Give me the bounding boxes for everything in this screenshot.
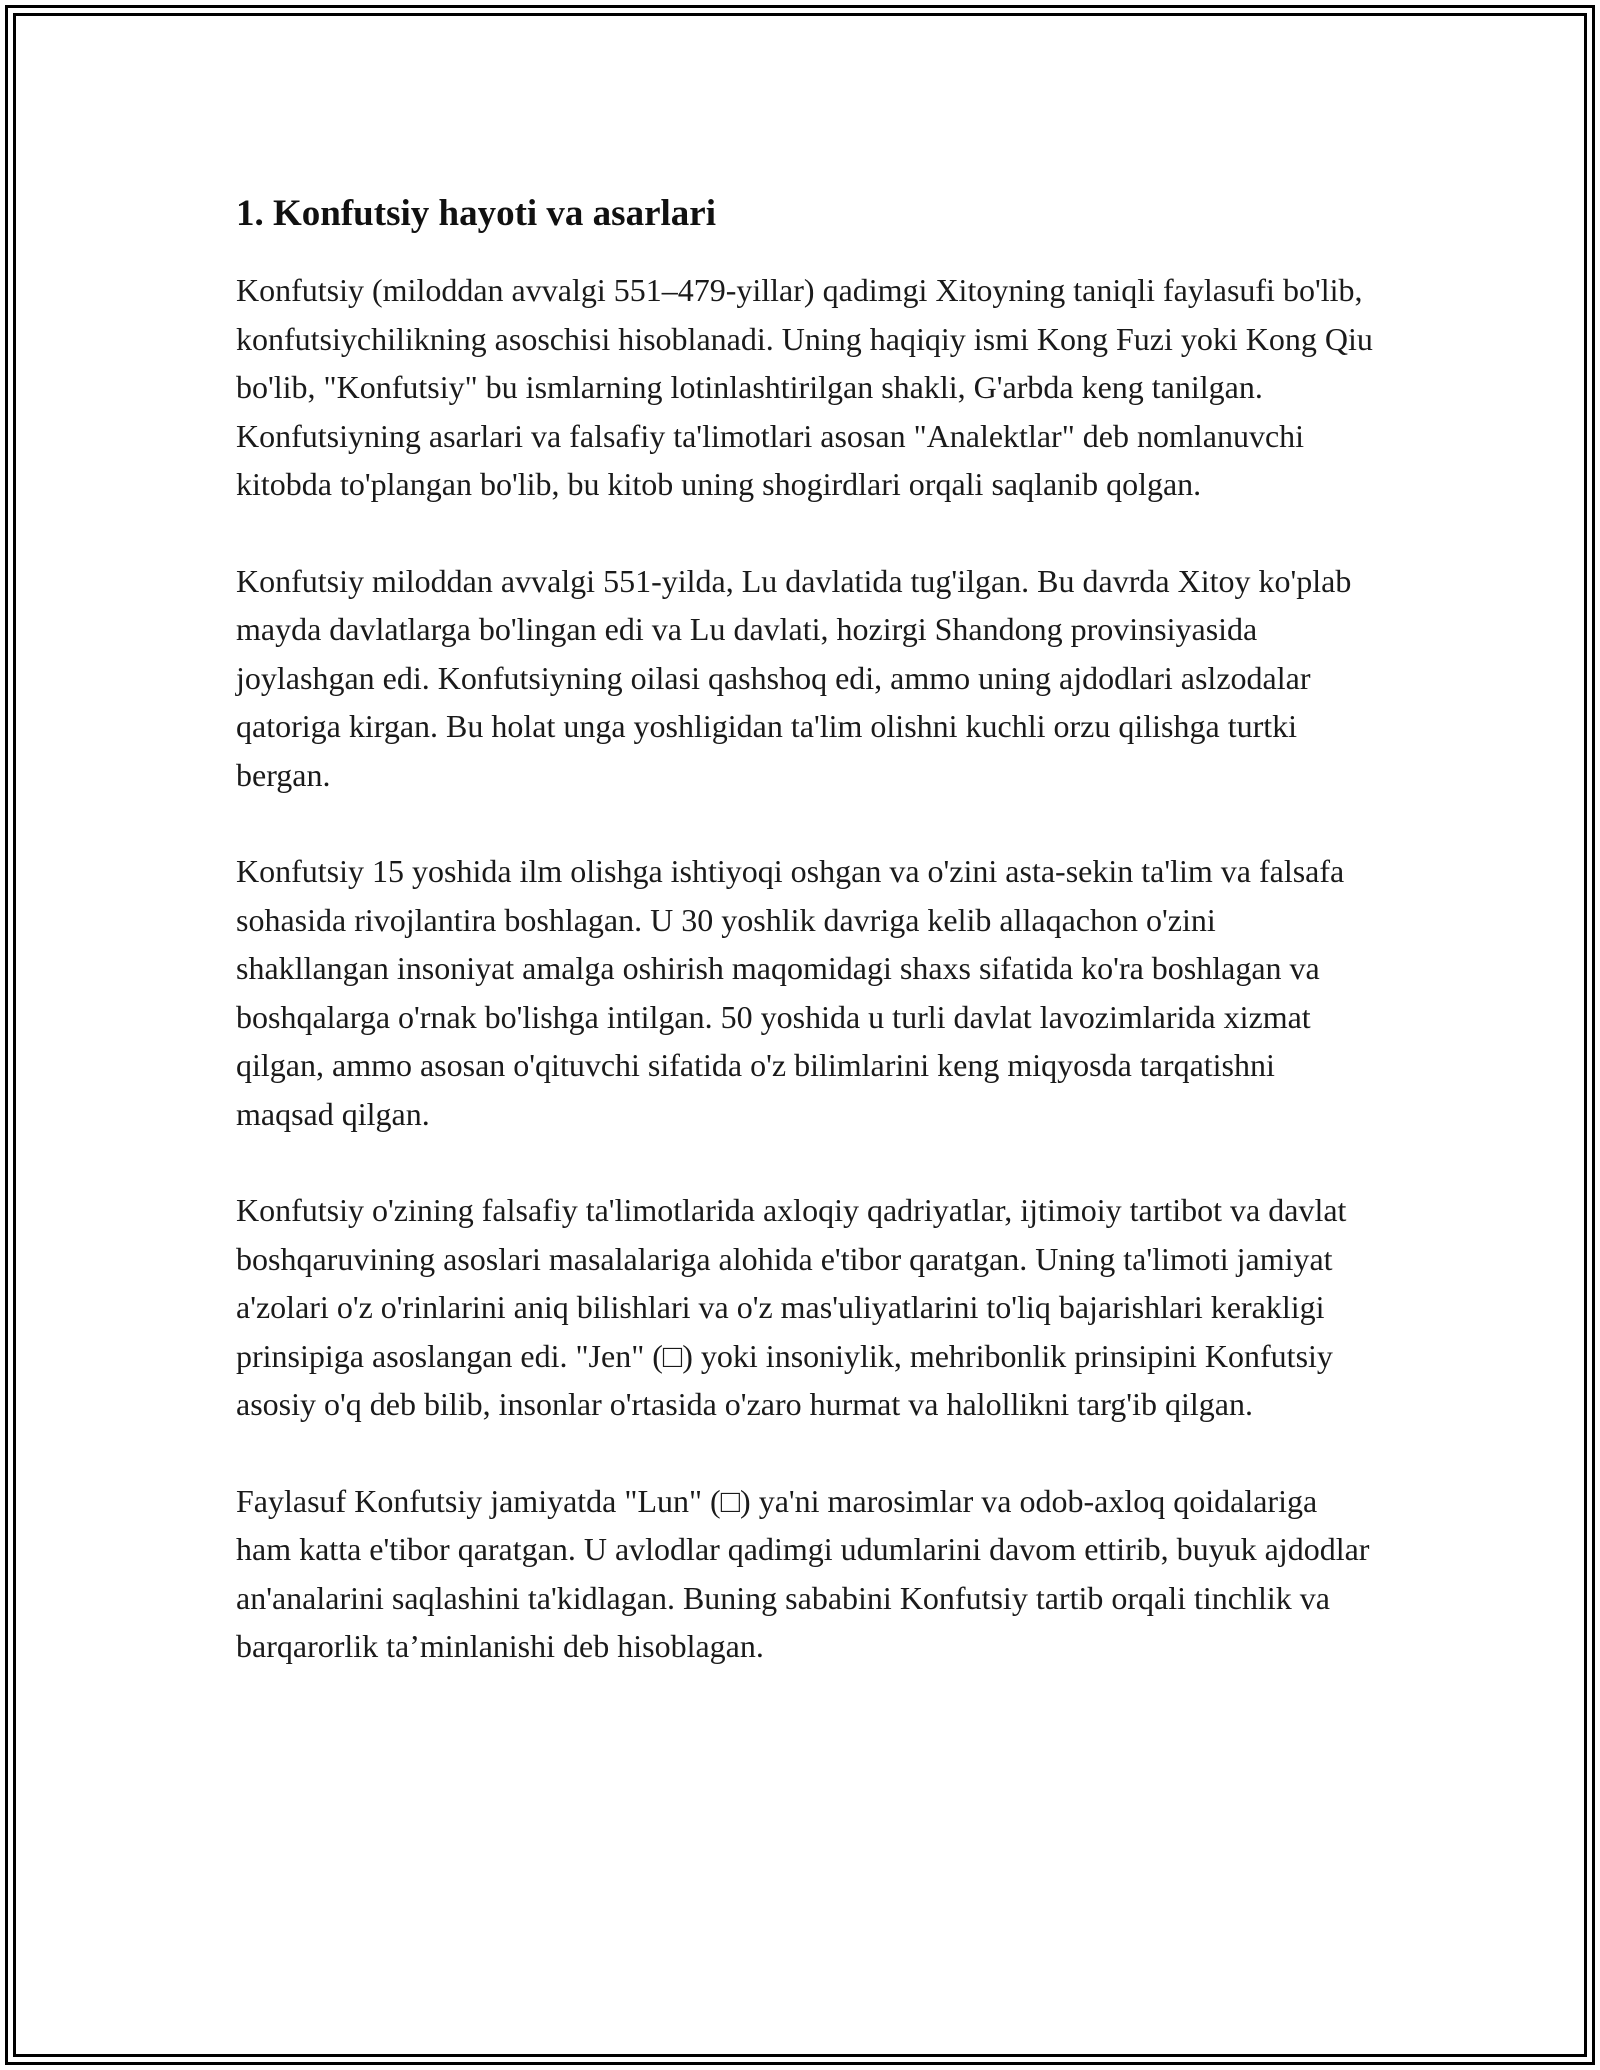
document-body xyxy=(236,190,1376,1671)
paragraph-4: Konfutsiy o'zining falsafiy ta'limotlarida axloqiy qadriyatlar, ijtimoiy tartibot va davlat boshqaruvining asoslari masalalariga alohida e'tibor qaratgan. Uning ta'limoti jamiyat a'zolari o'z o'rinlarini aniq bilishlari va o'z mas'uliyatlarini to'liq bajarishlari kerakligi prinsipiga asoslangan edi. "Jen" (□) yoki insoniylik, mehribonlik prinsipini Konfutsiy asosiy o'q deb bilib, insonlar o'rtasida o'zaro hurmat va halollikni targ'ib qilgan. xyxy=(236,1192,1347,1422)
paragraph-2: Konfutsiy miloddan avvalgi 551-yilda, Lu davlatida tug'ilgan. Bu davrda Xitoy ko'plab mayda davlatlarga bo'lingan edi va Lu davlati, hozirgi Shandong provinsiyasida joylashgan edi. Konfutsiyning oilasi qashshoq edi, ammo uning ajdodlari aslzodalar qatoriga kirgan. Bu holat unga yoshligidan ta'lim olishni kuchli orzu qilishga turtki bergan. xyxy=(236,562,1352,793)
paragraph-3: Konfutsiy 15 yoshida ilm olishga ishtiyoqi oshgan va o'zini asta-sekin ta'lim va falsafa sohasida rivojlantira boshlagan. U 30 yoshlik davriga kelib allaqachon o'zini shakllangan insoniyat amalga oshirish maqomidagi shaxs sifatida ko'ra boshlagan va boshqalarga o'rnak bo'lishga intilgan. 50 yoshida u turli davlat lavozimlarida xizmat qilgan, ammo asosan o'qituvchi sifatida o'z bilimlarini keng miqyosda tarqatishni maqsad qilgan. xyxy=(236,853,1345,1132)
paragraph-5: Faylasuf Konfutsiy jamiyatda "Lun" (□) ya'ni marosimlar va odob-axloq qoidalariga ham katta e'tibor qaratgan. U avlodlar qadimgi udumlarini davom ettirib, buyuk ajdodlar an'analarini saqlashini ta'kidlagan. Buning sababini Konfutsiy tartib orqali tinchlik va barqarorlik ta’minlanishi deb hisoblagan. xyxy=(236,1482,1370,1664)
section-heading: 1. Konfutsiy hayoti va asarlari xyxy=(236,193,716,234)
paragraph-1: Konfutsiy (miloddan avvalgi 551–479-yillar) qadimgi Xitoyning taniqli faylasufi bo'lib, konfutsiychilikning asoschisi hisoblanadi. Uning haqiqiy ismi Kong Fuzi yoki Kong Qiu bo'lib, "Konfutsiy" bu ismlarning lotinlashtirilgan shakli, G'arbda keng tanilgan. Konfutsiyning asarlari va falsafiy ta'limotlari asosan "Analektlar" deb nomlanuvchi kitobda to'plangan bo'lib, bu kitob uning shogirdlari orqali saqlanib qolgan. xyxy=(236,272,1373,502)
